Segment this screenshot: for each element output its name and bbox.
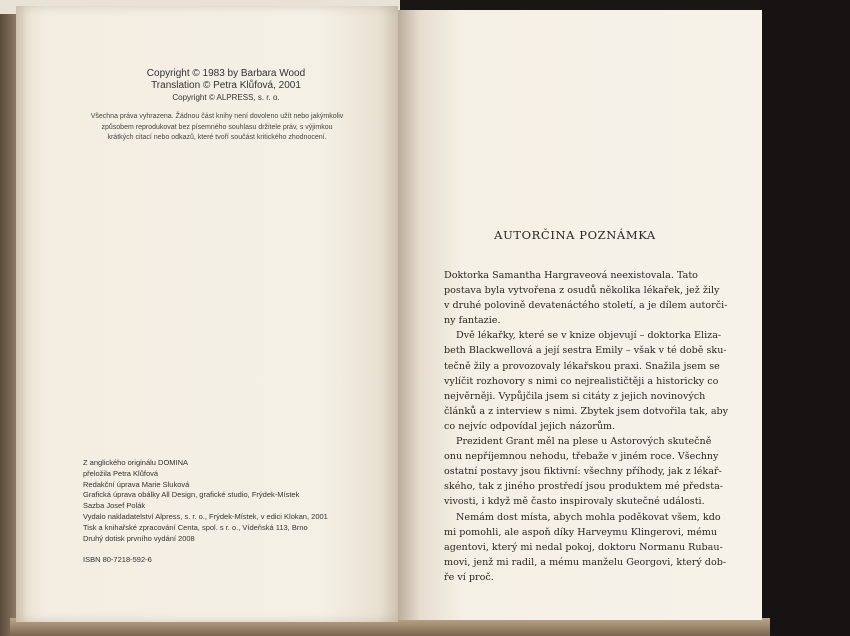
credits-line: Grafická úprava obálky All Design, grafické studio, Frýdek-Místek: [83, 490, 300, 500]
author-note-text: [444, 268, 729, 585]
rights-line: Všechna práva vyhrazena. Žádnou část knihy není dovoleno užít nebo jakýmkoliv: [90, 113, 344, 120]
text-line: v druhé polovině devatenáctého století, a je dílem autorči-: [444, 300, 728, 312]
credits-line: Vydalo nakladatelství Alpress, s. r. o., Frýdek-Místek, v edici Klokan, 2001: [83, 511, 328, 521]
text-line: beth Blackwellová a její sestra Emily – však v té době sku-: [444, 345, 727, 357]
rights-line: způsobem reprodukovat bez písemného souhlasu držitele práv, s výjimkou: [101, 123, 333, 131]
credits-line: Tisk a knihařské zpracování Centa, spol. s r. o., Vídeňská 113, Brno: [83, 522, 308, 532]
rights-notice: [72, 112, 362, 144]
text-line: Nemám dost místa, abych mohla poděkovat všem, kdo: [456, 511, 721, 523]
copyright-line: Copyright © ALPRESS, s. r. o.: [172, 93, 280, 102]
text-line: Prezident Grant měl na plese u Astorových skutečně: [456, 436, 712, 448]
text-line: co nejvíc odpovídal jejich názorům.: [444, 420, 616, 432]
text-line: postava byla vytvořena z osudů několika lékařek, jež žily: [444, 285, 720, 297]
text-line: movi, jenž mi radil, a mému manželu Georgovi, který dob-: [444, 556, 727, 568]
chapter-heading: AUTORČINA POZNÁMKA: [494, 228, 656, 242]
text-line: ského, tak z jiného prostředí jsou produktem mé předsta-: [444, 481, 724, 493]
credits-line: Sazba Josef Polák: [83, 501, 146, 511]
credits-line: přeložila Petra Klůfová: [83, 468, 159, 478]
credits-line: Druhý dotisk prvního vydání 2008: [83, 533, 195, 543]
credits-line: Redakční úprava Marie Sluková: [83, 479, 190, 489]
copyright-line: Translation © Petra Klůfová, 2001: [151, 80, 301, 91]
text-line: tečně žily a provozovaly lékařskou praxi. Snažila jsem se: [444, 360, 720, 372]
credits-block: [83, 458, 373, 566]
text-line: nejvěrněji. Vypůjčila jsem si citáty z jejich novinových: [444, 390, 706, 402]
background: [760, 0, 850, 636]
credits-line: Z anglického originálu DOMINA: [83, 458, 189, 467]
text-line: ny fantazie.: [444, 315, 501, 327]
text-line: mi pomohli, ale aspoň díky Harveymu Klingerovi, mému: [444, 526, 718, 538]
text-line: agentovi, který mi nedal pokoj, doktoru Normanu Rubau-: [444, 541, 723, 553]
isbn: ISBN 80-7218-592-6: [83, 555, 152, 565]
copyright-block: [106, 68, 346, 103]
rights-line: krátkých citací nebo odkazů, které tvoří součást kritického zhodnocení.: [107, 134, 327, 141]
text-line: vivosti, i když mě často inspirovaly skutečné události.: [444, 496, 705, 508]
text-line: onu nepříjemnou nehodu, třebaže v jiném roce. Všechny: [444, 451, 719, 463]
text-line: Doktorka Samantha Hargraveová neexistovala. Tato: [444, 270, 698, 281]
copyright-line: Copyright © 1983 by Barbara Wood: [146, 68, 306, 79]
text-line: Dvě lékařky, které se v knize objevují – doktorka Eliza-: [456, 330, 722, 342]
text-line: vylíčit rozhovory s nimi co nejrealističtěji a historicky co: [444, 375, 719, 387]
text-line: ostatní postavy jsou fiktivní: všechny příhody, jak z lékař-: [444, 466, 722, 478]
text-line: článků a z interview s nimi. Zbytek jsem dotvořila tak, aby: [444, 405, 729, 417]
text-line: ře ví proč.: [444, 571, 494, 583]
